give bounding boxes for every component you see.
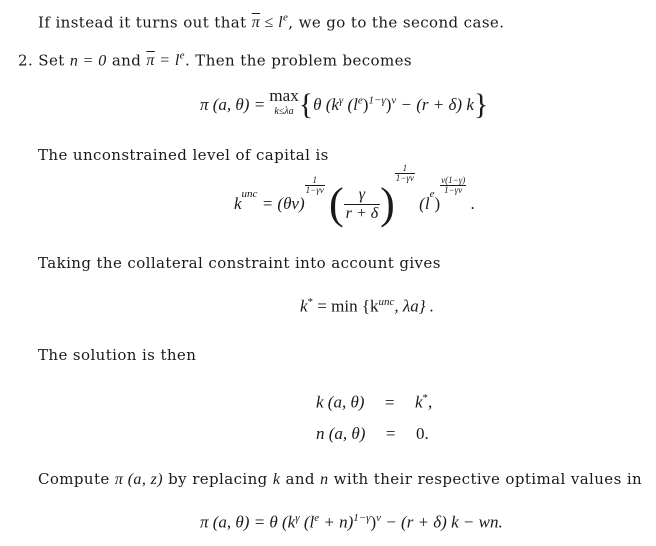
step2-text-a: Set	[38, 51, 70, 70]
step2-number: 2.	[18, 51, 34, 70]
step2-line	[18, 50, 412, 70]
equation-kunc: $k^{unc} = (\theta v)$ $\frac{1}{1-\gamma v}$ ( $\frac{\gamma}{r + \delta}$ ) $\frac{1}{1-\gamma v}$ $(l^e)$ $\frac{v(1-\gamma)}{1-\gamma v}$ .	[234, 163, 475, 228]
intro-text-after: , we go to the second case.	[288, 13, 505, 32]
step2-pi-eq: $\overline{\pi} = l^e$	[146, 50, 185, 70]
equation-final: π (a, θ) = θ ($k^\gamma$ $(l^e + n)^{1-\gamma})^v - (r + \delta)$ k − wn.	[200, 512, 503, 532]
text-unconstrained: The unconstrained level of capital is	[38, 146, 329, 164]
text-collateral: Taking the collateral constraint into account gives	[38, 254, 441, 272]
text-compute: Compute π (a, z) by replacing k and n with their respective optimal values in	[38, 470, 643, 488]
step2-text-c: . Then the problem becomes	[184, 51, 412, 70]
intro-math: $\overline{\pi} \le l^e$	[251, 12, 289, 32]
step2-text-b: and	[106, 51, 147, 70]
intro-text-before: If instead it turns out that	[38, 13, 252, 32]
equation-kstar: $k^* = \min \{k^{unc}$, λa} .	[300, 296, 435, 316]
text-solution: The solution is then	[38, 346, 197, 364]
intro-line	[38, 12, 504, 32]
equation-problem: π (a, θ) = max k≤λa {θ ($k^\gamma$ $(l^e)^{1-\gamma})^v - (r + \delta)$ k}	[200, 86, 489, 121]
equation-solution-row1: k (a, θ) = k*,	[316, 392, 433, 412]
equation-solution-row2: n (a, θ) = 0.	[316, 424, 429, 443]
step2-n-eq: n = 0	[69, 52, 107, 70]
